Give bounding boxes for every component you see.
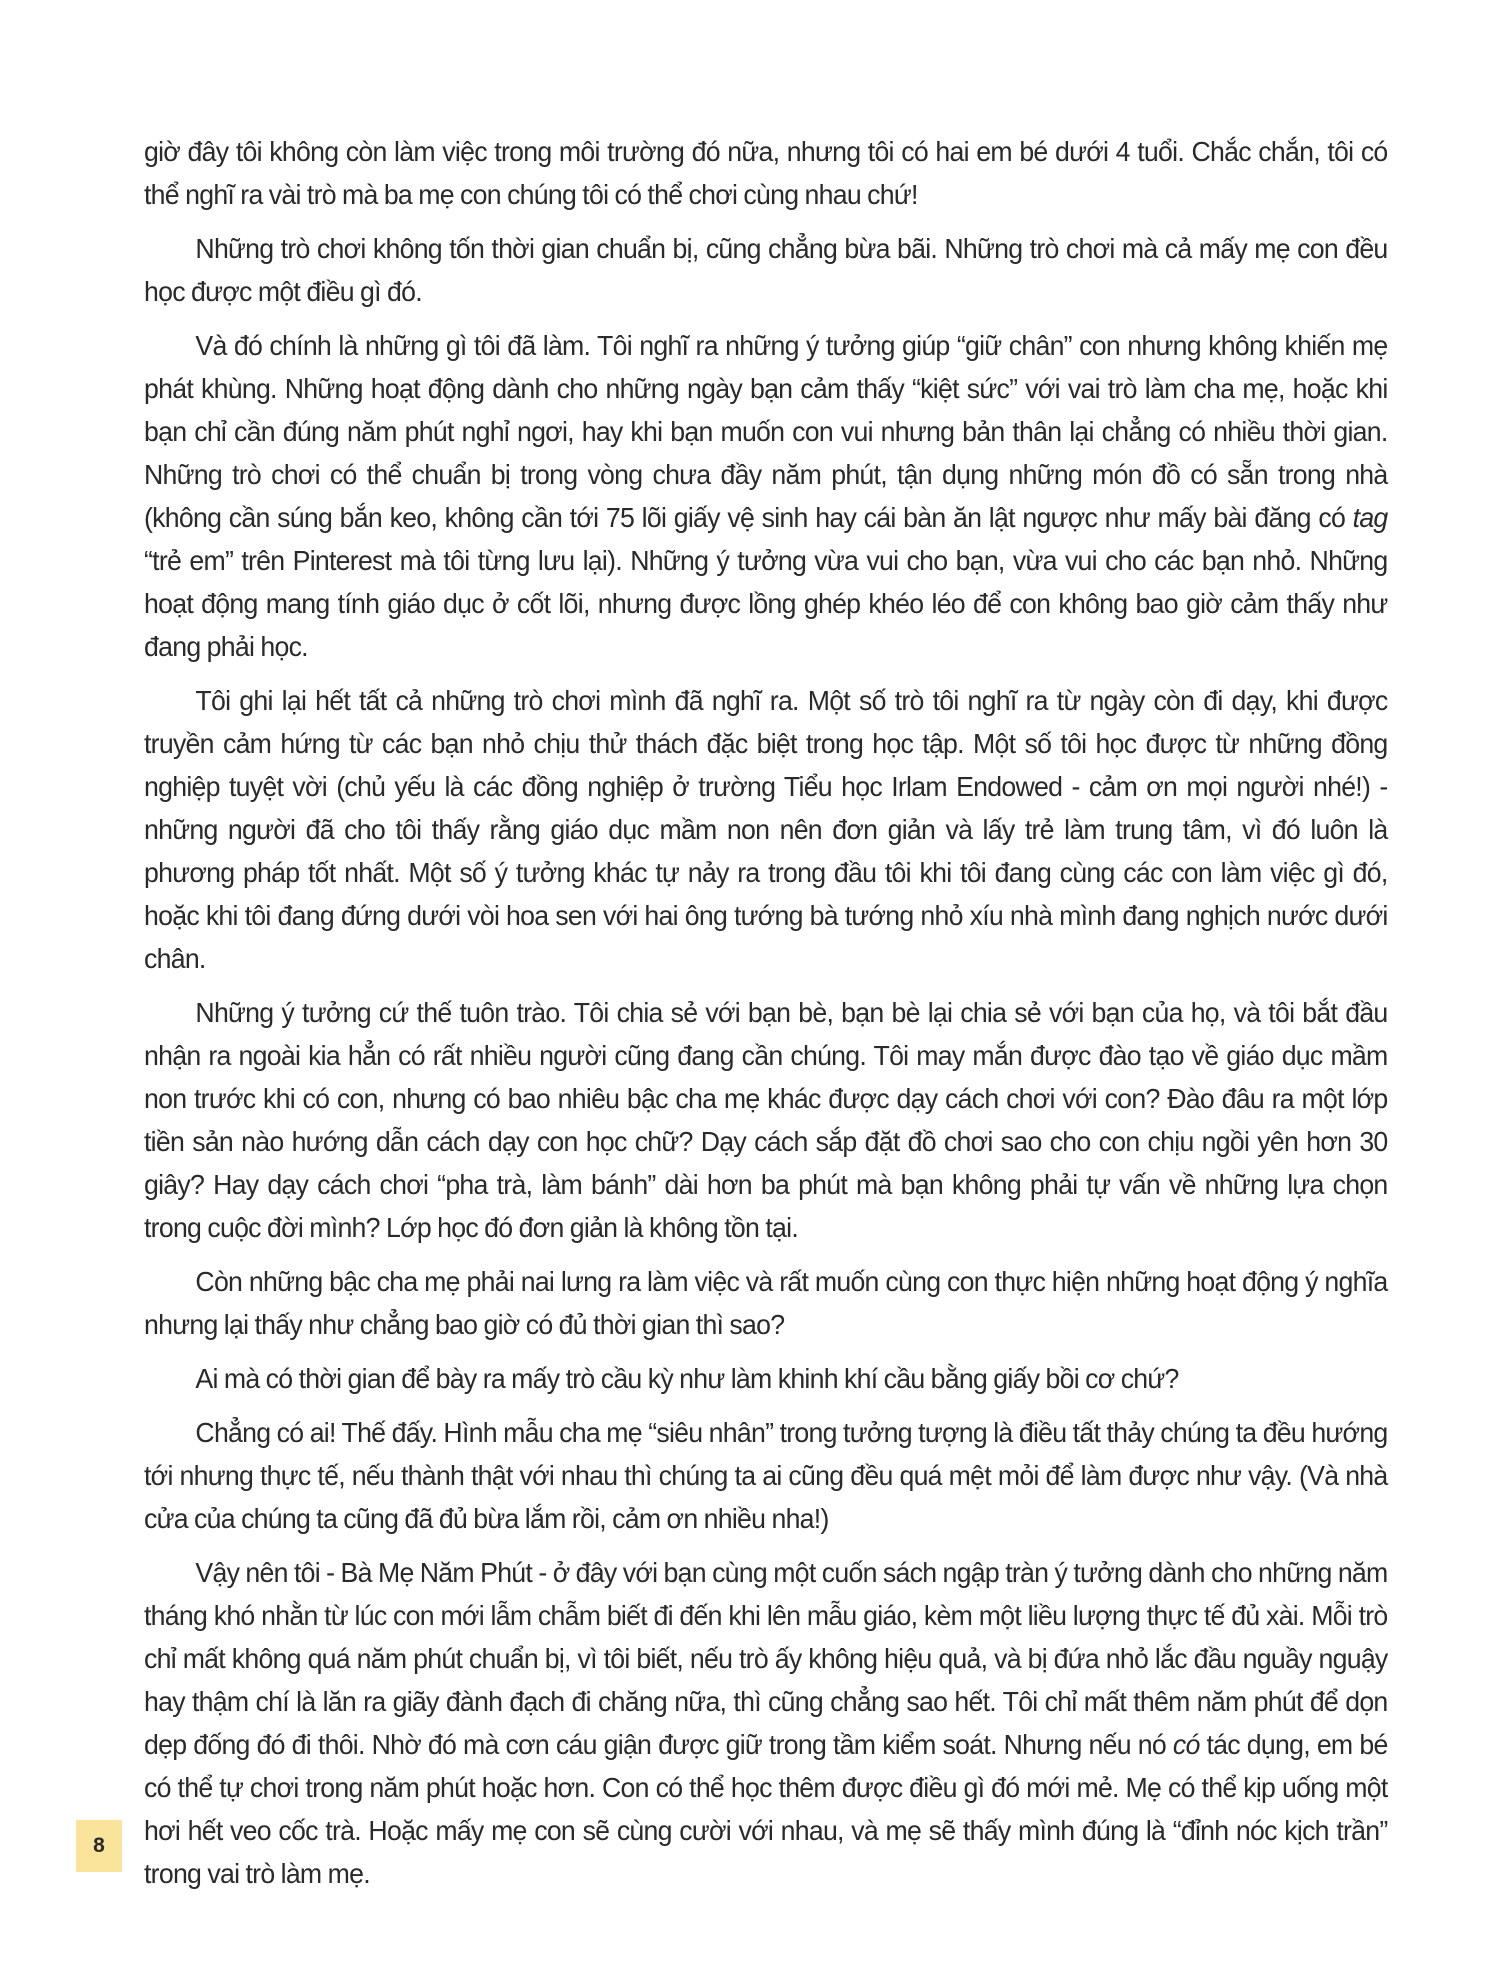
- page-number-box: [76, 1820, 122, 1872]
- paragraph-3-italic-tag: tag: [1352, 502, 1388, 533]
- paragraph-9-italic-co: có: [1172, 1729, 1200, 1760]
- paragraph-2: Những trò chơi không tốn thời gian chuẩn bị, cũng chẳng bừa bãi. Những trò chơi mà cả mấy mẹ con đều học được một điều gì đó.: [144, 233, 1388, 307]
- paragraph-8: Chẳng có ai! Thế đấy. Hình mẫu cha mẹ “siêu nhân” trong tưởng tượng là điều tất thảy chúng ta đều hướng tới nhưng thực tế, nếu thành thật với nhau thì chúng ta ai cũng đều quá mệt mỏi để làm được như vậy. (Và nhà cửa của chúng ta cũng đã đủ bừa lắm rồi, cảm ơn nhiều nha!): [144, 1417, 1388, 1534]
- paragraph-5: Những ý tưởng cứ thế tuôn trào. Tôi chia sẻ với bạn bè, bạn bè lại chia sẻ với bạn của họ, và tôi bắt đầu nhận ra ngoài kia hẳn có rất nhiều người cũng đang cần chúng. Tôi may mắn được đào tạo về giáo dục mầm non trước khi có con, nhưng có bao nhiêu bậc cha mẹ khác được dạy cách chơi với con? Đào đâu ra một lớp tiền sản nào hướng dẫn cách dạy con học chữ? Dạy cách sắp đặt đồ chơi sao cho con chịu ngồi yên hơn 30 giây? Hay dạy cách chơi “pha trà, làm bánh” dài hơn ba phút mà bạn không phải tự vấn về những lựa chọn trong cuộc đời mình? Lớp học đó đơn giản là không tồn tại.: [144, 997, 1388, 1243]
- paragraph-4: Tôi ghi lại hết tất cả những trò chơi mình đã nghĩ ra. Một số trò tôi nghĩ ra từ ngày còn đi dạy, khi được truyền cảm hứng từ các bạn nhỏ chịu thử thách đặc biệt trong học tập. Một số tôi học được từ những đồng nghiệp tuyệt vời (chủ yếu là các đồng nghiệp ở trường Tiểu học Irlam Endowed - cảm ơn mọi người nhé!) - những người đã cho tôi thấy rằng giáo dục mầm non nên đơn giản và lấy trẻ làm trung tâm, vì đó luôn là phương pháp tốt nhất. Một số ý tưởng khác tự nảy ra trong đầu tôi khi tôi đang cùng các con làm việc gì đó, hoặc khi tôi đang đứng dưới vòi hoa sen với hai ông tướng bà tướng nhỏ xíu nhà mình đang nghịch nước dưới chân.: [144, 685, 1388, 974]
- paragraph-3-text-b: “trẻ em” trên Pinterest mà tôi từng lưu lại). Những ý tưởng vừa vui cho bạn, vừa vui cho các bạn nhỏ. Những hoạt động mang tính giáo dục ở cốt lõi, nhưng được lồng ghép khéo léo để con không bao giờ cảm thấy như đang phải học.: [144, 545, 1388, 662]
- paragraph-1: giờ đây tôi không còn làm việc trong môi trường đó nữa, nhưng tôi có hai em bé dưới 4 tuổi. Chắc chắn, tôi có thể nghĩ ra vài trò mà ba mẹ con chúng tôi có thể chơi cùng nhau chứ!: [144, 136, 1388, 210]
- paragraph-9-text-a: Vậy nên tôi - Bà Mẹ Năm Phút - ở đây với bạn cùng một cuốn sách ngập tràn ý tưởng dành cho những năm tháng khó nhằn từ lúc con mới lẫm chẫm biết đi đến khi lên mẫu giáo, kèm một liều lượng thực tế đủ xài. Mỗi trò chỉ mất không quá năm phút chuẩn bị, vì tôi biết, nếu trò ấy không hiệu quả, và bị đứa nhỏ lắc đầu nguầy nguậy hay thậm chí là lăn ra giãy đành đạch đi chăng nữa, thì cũng chẳng sao hết. Tôi chỉ mất thêm năm phút để dọn dẹp đống đó đi thôi. Nhờ đó mà cơn cáu giận được giữ trong tầm kiểm soát. Nhưng nếu nó: [144, 1557, 1388, 1760]
- paragraph-3: [144, 324, 1388, 668]
- paragraph-7: Ai mà có thời gian để bày ra mấy trò cầu kỳ như làm khinh khí cầu bằng giấy bồi cơ chứ?: [195, 1363, 1179, 1394]
- page-number: 8: [93, 1834, 105, 1857]
- paragraph-9: [144, 1551, 1388, 1895]
- paragraph-3-text-a: Và đó chính là những gì tôi đã làm. Tôi nghĩ ra những ý tưởng giúp “giữ chân” con nhưng không khiến mẹ phát khùng. Những hoạt động dành cho những ngày bạn cảm thấy “kiệt sức” với vai trò làm cha mẹ, hoặc khi bạn chỉ cần đúng năm phút nghỉ ngơi, hay khi bạn muốn con vui nhưng bản thân lại chẳng có nhiều thời gian. Những trò chơi có thể chuẩn bị trong vòng chưa đầy năm phút, tận dụng những món đồ có sẵn trong nhà (không cần súng bắn keo, không cần tới 75 lõi giấy vệ sinh hay cái bàn ăn lật ngược như mấy bài đăng có: [144, 330, 1388, 533]
- page-body: [144, 130, 1388, 1906]
- paragraph-6: Còn những bậc cha mẹ phải nai lưng ra làm việc và rất muốn cùng con thực hiện những hoạt động ý nghĩa nhưng lại thấy như chẳng bao giờ có đủ thời gian thì sao?: [144, 1266, 1388, 1340]
- paragraph-9-text-b: tác dụng, em bé có thể tự chơi trong năm phút hoặc hơn. Con có thể học thêm được điều gì đó mới mẻ. Mẹ có thể kịp uống một hơi hết veo cốc trà. Hoặc mấy mẹ con sẽ cùng cười với nhau, và mẹ sẽ thấy mình đúng là “đỉnh nóc kịch trần” trong vai trò làm mẹ.: [144, 1729, 1388, 1889]
